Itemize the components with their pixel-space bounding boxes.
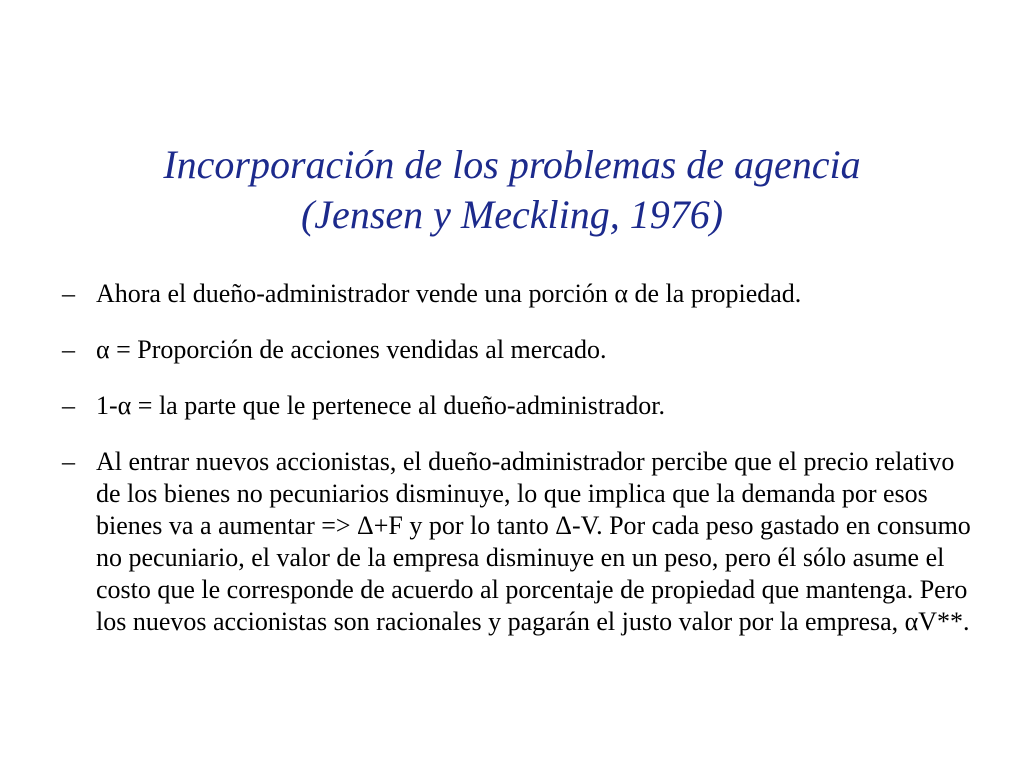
bullet-text: Ahora el dueño-administrador vende una porción α de la propiedad. [96, 279, 802, 308]
bullet-list [62, 278, 972, 662]
bullet-dash: – [62, 391, 75, 420]
bullet-dash: – [62, 447, 75, 476]
bullet-item [62, 334, 972, 366]
bullet-item [62, 446, 972, 638]
bullet-item [62, 390, 972, 422]
bullet-text: Al entrar nuevos accionistas, el dueño-administrador percibe que el precio relativo de los bienes no pecuniarios disminuye, lo que implica que la demanda por esos bienes va a aumentar => Δ+F y por lo tanto Δ-V. Por cada peso gastado en consumo no pecuniario, el valor de la empresa disminuye en un peso, pero él sólo asume el costo que le corresponde de acuerdo al porcentaje de propiedad que mantenga. Pero los nuevos accionistas son racionales y pagarán el justo valor por la empresa, αV**. [96, 447, 971, 636]
slide-title [40, 140, 984, 240]
title-line-1: Incorporación de los problemas de agencia [163, 142, 861, 187]
bullet-dash: – [62, 279, 75, 308]
bullet-text: α = Proporción de acciones vendidas al mercado. [96, 335, 607, 364]
bullet-item [62, 278, 972, 310]
bullet-dash: – [62, 335, 75, 364]
bullet-text: 1-α = la parte que le pertenece al dueño-administrador. [96, 391, 665, 420]
title-line-2: (Jensen y Meckling, 1976) [300, 192, 724, 237]
